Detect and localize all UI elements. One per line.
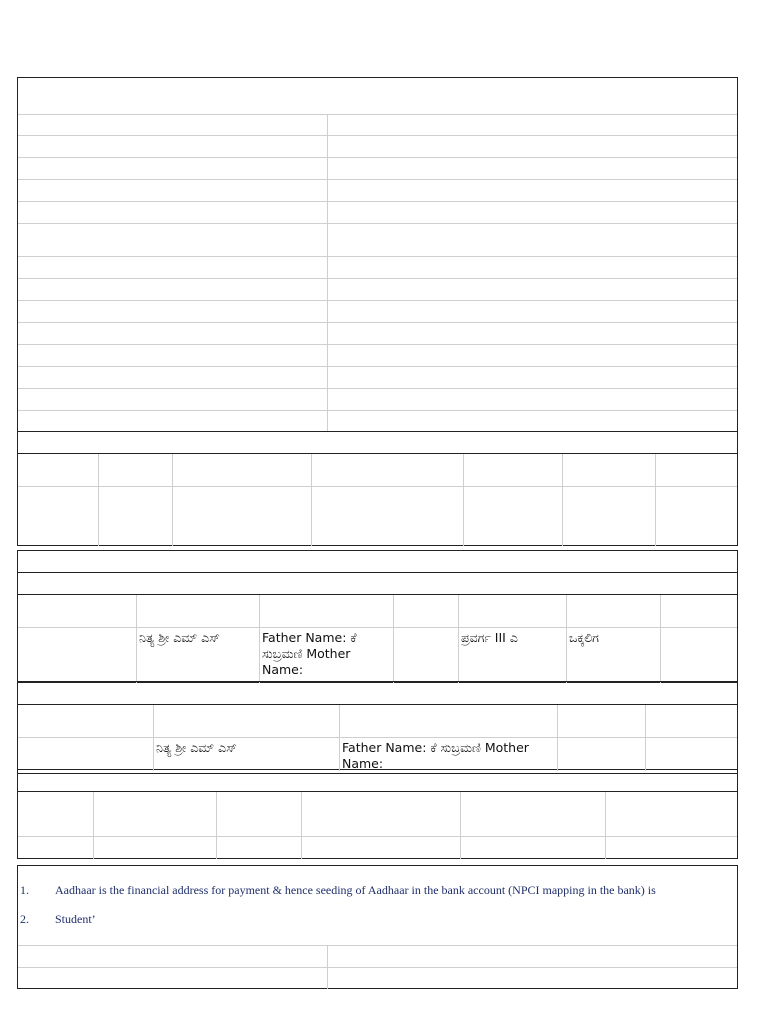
row-divider <box>18 836 737 837</box>
column-divider <box>458 595 459 683</box>
category-cell: ಪ್ರವರ್ಗ III ಎ <box>461 630 518 645</box>
note-2-number: 2. <box>20 912 29 926</box>
column-divider <box>645 705 646 771</box>
row-divider <box>18 344 737 345</box>
note-2-text: Student’ <box>55 912 96 926</box>
notes-box <box>17 865 738 989</box>
note-1-number: 1. <box>20 883 29 897</box>
column-divider <box>566 595 567 683</box>
row-divider <box>18 366 737 367</box>
column-divider <box>393 595 394 683</box>
column-divider <box>172 454 173 546</box>
row-divider <box>18 737 737 738</box>
header-divider <box>18 572 737 573</box>
row-divider <box>18 157 737 158</box>
column-divider <box>327 945 328 989</box>
row-divider <box>18 223 737 224</box>
row-divider <box>18 486 737 487</box>
row-divider <box>18 410 737 411</box>
column-divider <box>605 792 606 859</box>
info-table <box>17 77 738 432</box>
row-divider <box>18 256 737 257</box>
row-divider <box>18 201 737 202</box>
student-category-table <box>17 550 738 683</box>
row-divider <box>18 945 737 946</box>
column-divider <box>460 792 461 859</box>
row-divider <box>18 114 737 115</box>
row-divider <box>18 322 737 323</box>
row-divider <box>18 278 737 279</box>
column-divider <box>301 792 302 859</box>
row-divider <box>18 967 737 968</box>
student-details-table <box>17 681 738 774</box>
note-1-text: Aadhaar is the financial address for payment & hence seeding of Aadhaar in the bank account (NPCI mapping in the bank) is <box>55 883 656 897</box>
student-name-cell: ನಿತ್ಯ ಶ್ರೀ ಎಮ್ ಎಸ್ <box>156 740 237 755</box>
column-divider <box>259 595 260 683</box>
details-table-2 <box>17 431 738 546</box>
column-divider <box>660 595 661 683</box>
row-divider <box>18 135 737 136</box>
student-name-cell: ನಿತ್ಯ ಶ್ರೀ ಎಮ್ ಎಸ್ <box>139 630 220 645</box>
header-divider <box>18 704 737 705</box>
header-divider <box>18 453 737 454</box>
details-table-5 <box>17 773 738 859</box>
row-divider <box>18 627 737 628</box>
header-divider <box>18 594 737 595</box>
column-divider <box>339 705 340 771</box>
column-divider <box>557 705 558 771</box>
column-divider <box>98 454 99 546</box>
column-divider <box>327 114 328 432</box>
parent-names-cell: Father Name: ಕೆ ಸುಬ್ರಮಣಿ Mother Name: <box>262 630 357 677</box>
column-divider <box>93 792 94 859</box>
caste-cell: ಒಕ್ಕಲಿಗ <box>569 630 599 645</box>
column-divider <box>311 454 312 546</box>
row-divider <box>18 179 737 180</box>
parent-names-cell: Father Name: ಕೆ ಸುಬ್ರಮಣಿ Mother Name: <box>342 740 529 771</box>
column-divider <box>136 595 137 683</box>
row-divider <box>18 300 737 301</box>
column-divider <box>153 705 154 771</box>
column-divider <box>463 454 464 546</box>
row-divider <box>18 388 737 389</box>
header-divider <box>18 791 737 792</box>
column-divider <box>655 454 656 546</box>
column-divider <box>216 792 217 859</box>
column-divider <box>562 454 563 546</box>
